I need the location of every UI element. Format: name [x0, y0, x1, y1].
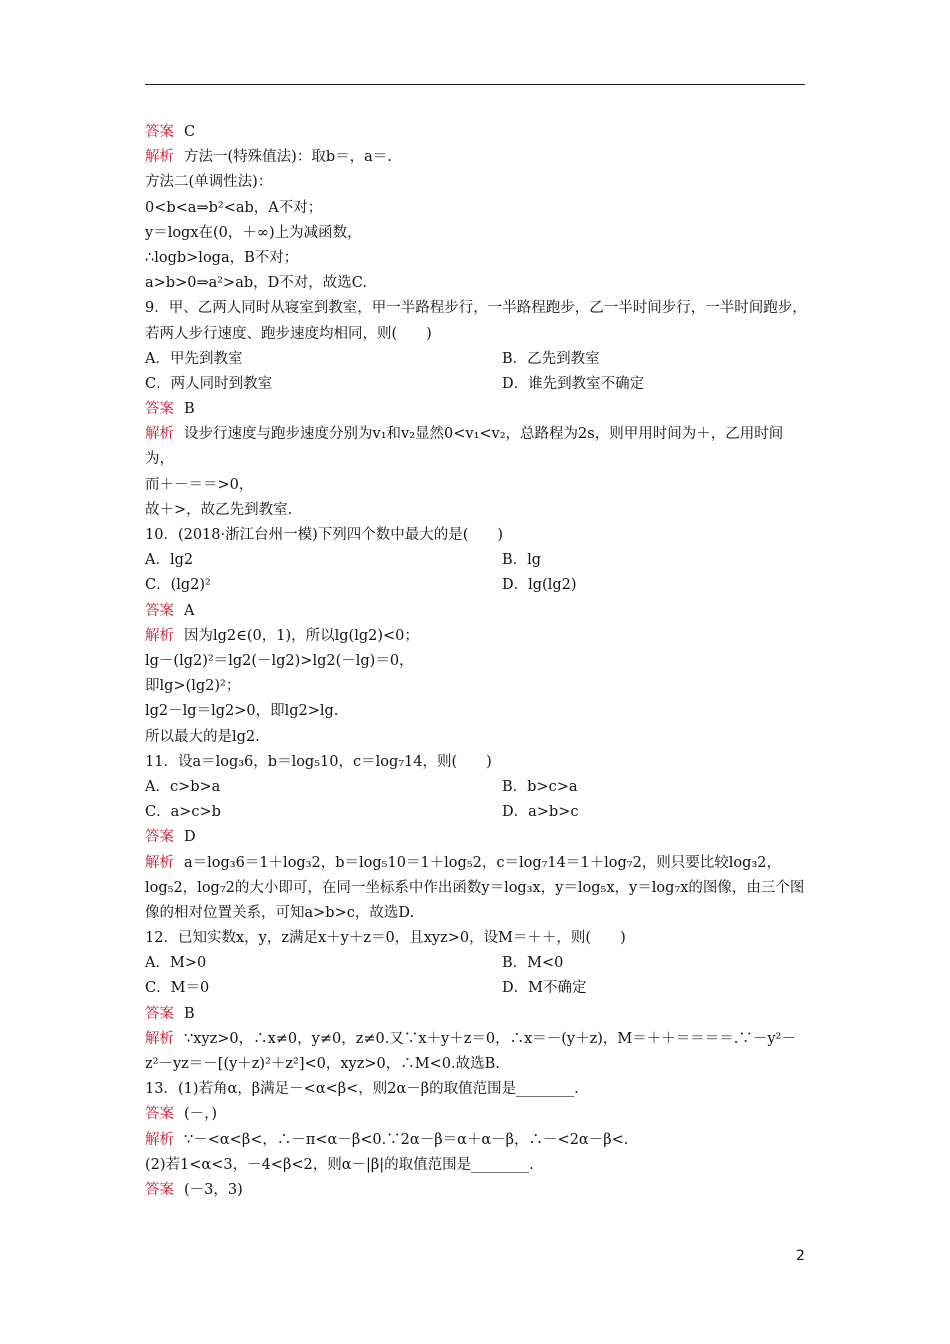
q13-answer-2: 答案 (－3，3) — [145, 1182, 243, 1199]
q8-line: a>b>0⇒a²>ab，D不对，故选C. — [145, 275, 367, 292]
q8-analysis: 解析 方法一(特殊值法)：取b＝，a＝. — [145, 149, 392, 166]
q10-stem: 10．(2018·浙江台州一模)下列四个数中最大的是( ) — [145, 527, 504, 544]
q10-line: lg－(lg2)²＝lg2(－lg2)>lg2(－lg)＝0， — [145, 653, 414, 669]
option: A．甲先到教室 — [145, 350, 243, 367]
option: C．M＝0 — [145, 980, 210, 997]
option: D．a>b>c — [502, 804, 579, 821]
page-content — [145, 120, 807, 1203]
answer-label: 答案 — [145, 1106, 174, 1123]
analysis-label: 解析 — [145, 854, 174, 871]
option: D．M不确定 — [502, 980, 587, 997]
q8-line: y＝logx在(0，＋∞)上为减函数， — [145, 224, 362, 241]
q9-analysis: 解析 设步行速度与跑步速度分别为v₁和v₂显然0<v₁<v₂，总路程为2s，则甲用时间为＋，乙用时间为， — [145, 426, 784, 468]
option: D．谁先到教室不确定 — [502, 375, 645, 392]
answer-label: 答案 — [145, 829, 174, 846]
q11-answer: 答案 D — [145, 829, 196, 846]
option: D．lg(lg2) — [502, 577, 577, 594]
analysis-label: 解析 — [145, 1131, 174, 1148]
q8-line: ∴logb>loga，B不对； — [145, 249, 299, 266]
q11-stem: 11．设a＝log₃6，b＝log₅10，c＝log₇14，则( ) — [145, 753, 492, 770]
q13-answer-1: 答案 (－，) — [145, 1106, 218, 1123]
q13-analysis-1: 解析 ∵－<α<β<，∴－π<α－β<0.∵2α－β＝α＋α－β，∴－<2α－β<. — [145, 1131, 629, 1148]
q10-line: 即lg>(lg2)²； — [145, 678, 241, 695]
header-rule — [145, 84, 805, 85]
q9-answer: 答案 B — [145, 401, 195, 418]
answer-label: 答案 — [145, 1182, 174, 1199]
option: A．lg2 — [145, 552, 194, 569]
q10-line: lg2－lg＝lg2>0，即lg2>lg. — [145, 703, 339, 720]
option: C．(lg2)² — [145, 577, 211, 594]
option: A．c>b>a — [145, 778, 221, 795]
q13-stem-1: 13．(1)若角α，β满足－<α<β<，则2α－β的取值范围是________. — [145, 1081, 579, 1098]
option: B．M<0 — [502, 955, 564, 972]
q11-options-row — [145, 800, 807, 825]
answer-label: 答案 — [145, 401, 174, 418]
q9-options-row — [145, 372, 807, 397]
analysis-label: 解析 — [145, 1030, 174, 1047]
answer-label: 答案 — [145, 1005, 174, 1022]
q9-line: 故＋>，故乙先到教室. — [145, 501, 293, 518]
analysis-label: 解析 — [145, 426, 174, 443]
answer-label: 答案 — [145, 602, 174, 619]
q8-answer: 答案 C — [145, 124, 196, 140]
q11-analysis: 解析 a＝log₃6＝1＋log₃2，b＝log₅10＝1＋log₅2，c＝log₇14＝1＋log₇2，则只要比较log₃2，log₅2，log₇2的大小即可，在同一坐标系中作出函数y＝log₃x，y＝log₅x，y＝log₇x的图像，由三个图像的相对位置关系，可知a>b>c，故选D. — [145, 854, 805, 921]
q9-stem: 9．甲、乙两人同时从寝室到教室，甲一半路程步行，一半路程跑步，乙一半时间步行，一半时间跑步，若两人步行速度、跑步速度均相同，则( ) — [145, 300, 807, 342]
q9-options-row — [145, 347, 807, 372]
q13-stem-2: (2)若1<α<3，－4<β<2，则α－|β|的取值范围是________. — [145, 1156, 534, 1173]
option: B．lg — [502, 552, 542, 569]
q8-line: 方法二(单调性法)： — [145, 174, 273, 191]
q12-options-row — [145, 951, 807, 976]
analysis-label: 解析 — [145, 627, 174, 644]
q12-analysis: 解析 ∵xyz>0，∴x≠0，y≠0，z≠0.又∵x＋y＋z＝0，∴x＝－(y＋z)，M＝＋＋＝＝＝＝.∵－y²－z²－yz＝－[(y＋z)²＋z²]<0，xyz>0，∴M<0.故选B. — [145, 1030, 796, 1073]
option: B．b>c>a — [502, 778, 578, 795]
page-number: 2 — [796, 1248, 805, 1264]
q10-answer: 答案 A — [145, 602, 195, 619]
analysis-label: 解析 — [145, 149, 174, 166]
q10-line: 所以最大的是lg2. — [145, 728, 260, 745]
q12-stem: 12．已知实数x，y，z满足x＋y＋z＝0，且xyz>0，设M＝＋＋，则( ) — [145, 930, 626, 947]
q12-options-row — [145, 976, 807, 1001]
q9-line: 而＋－＝＝>0， — [145, 476, 254, 493]
q11-options-row — [145, 775, 807, 800]
q8-line: 0<b<a⇒b²<ab，A不对； — [145, 199, 323, 216]
answer-label: 答案 — [145, 124, 174, 140]
option: C．两人同时到教室 — [145, 375, 273, 392]
q10-options-row — [145, 548, 807, 573]
option: A．M>0 — [145, 955, 207, 972]
q10-options-row — [145, 573, 807, 598]
q10-analysis: 解析 因为lg2∈(0，1)，所以lg(lg2)<0； — [145, 627, 419, 644]
option: C．a>c>b — [145, 804, 221, 821]
option: B．乙先到教室 — [502, 350, 600, 367]
q12-answer: 答案 B — [145, 1005, 195, 1022]
